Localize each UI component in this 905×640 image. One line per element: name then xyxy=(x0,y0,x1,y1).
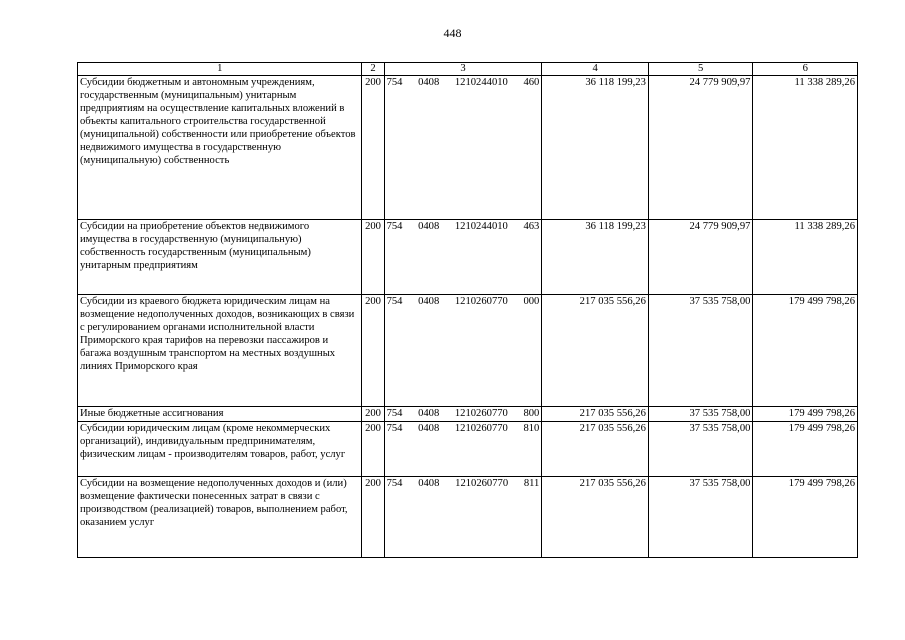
row-name: Субсидии юридическим лицам (кроме некоммерческих организаций), индивидуальным предпринимателям, физическим лицам - производителям товаров, работ, услуг xyxy=(78,422,362,477)
section-code: 0408 xyxy=(418,408,440,419)
row-name: Субсидии из краевого бюджета юридическим лицам на возмещение недополученных доходов, возникающих в связи с регулированием органами исполнительной власти Приморского края тарифов на перевозки пассажиров и багажа воздушным транспортом на местных воздушных линиях Приморского края xyxy=(78,295,362,407)
section-code: 0408 xyxy=(418,423,440,434)
row-code xyxy=(384,407,542,422)
amount-col6: 11 338 289,26 xyxy=(753,220,858,295)
row-col2: 200 xyxy=(362,477,384,558)
table-row xyxy=(78,220,858,295)
table-row xyxy=(78,407,858,422)
amount-col6: 179 499 798,26 xyxy=(753,407,858,422)
ministry-code: 754 xyxy=(386,77,403,88)
column-header: 1 xyxy=(78,63,362,76)
vr-code: 810 xyxy=(523,423,540,434)
vr-code: 463 xyxy=(523,221,540,232)
row-name-cell xyxy=(78,220,362,295)
ministry-code: 754 xyxy=(386,423,403,434)
row-name: Субсидии на приобретение объектов недвижимого имущества в государственную (муниципальную) собственность государственным (муниципальным) унитарным предприятиям xyxy=(80,221,311,271)
target-code: 1210260770 xyxy=(454,423,508,434)
row-col2: 200 xyxy=(362,422,384,477)
row-name: Субсидии бюджетным и автономным учреждениям, государственным (муниципальным) унитарным предприятиям на осуществление капитальных вложений в объекты капитального строительства государственной (муниципальной) собственности или приобретение объектов недвижимого имущества в государственную (муниципальную) собственность xyxy=(78,76,362,220)
vr-code: 460 xyxy=(523,77,540,88)
budget-table xyxy=(77,62,858,558)
row-col2: 200 xyxy=(362,76,384,220)
amount-col5: 37 535 758,00 xyxy=(648,477,753,558)
amount-col5: 37 535 758,00 xyxy=(648,422,753,477)
target-code: 1210260770 xyxy=(455,478,509,489)
amount-col5: 37 535 758,00 xyxy=(648,295,753,407)
table-row xyxy=(78,295,858,407)
target-code: 1210260770 xyxy=(454,296,508,307)
ministry-code: 754 xyxy=(386,221,403,232)
amount-col4: 217 035 556,26 xyxy=(542,477,649,558)
vr-code: 000 xyxy=(523,296,540,307)
target-code: 1210244010 xyxy=(454,221,508,232)
row-col2: 200 xyxy=(362,295,384,407)
column-header: 6 xyxy=(753,63,858,76)
target-code: 1210260770 xyxy=(454,408,508,419)
ministry-code: 754 xyxy=(386,296,403,307)
row-name: Иные бюджетные ассигнования xyxy=(78,407,362,422)
column-header: 3 xyxy=(384,63,542,76)
amount-col6: 179 499 798,26 xyxy=(753,477,858,558)
amount-col5: 24 779 909,97 xyxy=(648,220,753,295)
amount-col6: 179 499 798,26 xyxy=(753,295,858,407)
header-row xyxy=(78,63,858,76)
row-col2: 200 xyxy=(362,407,384,422)
row-code xyxy=(384,477,542,558)
column-header: 4 xyxy=(542,63,649,76)
vr-code: 811 xyxy=(523,478,540,489)
amount-col4: 36 118 199,23 xyxy=(542,220,649,295)
amount-col4: 36 118 199,23 xyxy=(542,76,649,220)
section-code: 0408 xyxy=(418,296,440,307)
row-code xyxy=(384,220,542,295)
row-name: Субсидии на возмещение недополученных доходов и (или) возмещение фактически понесенных затрат в связи с производством (реализацией) товаров, выполнением работ, оказанием услуг xyxy=(78,477,362,558)
amount-col6: 179 499 798,26 xyxy=(753,422,858,477)
amount-col4: 217 035 556,26 xyxy=(542,422,649,477)
ministry-code: 754 xyxy=(386,478,403,489)
vr-code: 800 xyxy=(523,408,540,419)
column-header: 5 xyxy=(648,63,753,76)
amount-col4: 217 035 556,26 xyxy=(542,407,649,422)
ministry-code: 754 xyxy=(386,408,403,419)
target-code: 1210244010 xyxy=(454,77,508,88)
column-header: 2 xyxy=(362,63,384,76)
amount-col5: 37 535 758,00 xyxy=(648,407,753,422)
row-code xyxy=(384,76,542,220)
table-row xyxy=(78,477,858,558)
amount-col4: 217 035 556,26 xyxy=(542,295,649,407)
amount-col5: 24 779 909,97 xyxy=(648,76,753,220)
section-code: 0408 xyxy=(418,221,440,232)
page-number: 448 xyxy=(443,26,462,40)
section-code: 0408 xyxy=(418,77,440,88)
row-code xyxy=(384,422,542,477)
row-code xyxy=(384,295,542,407)
section-code: 0408 xyxy=(418,478,440,489)
amount-col6: 11 338 289,26 xyxy=(753,76,858,220)
row-col2: 200 xyxy=(362,220,384,295)
table-row xyxy=(78,76,858,220)
table-row xyxy=(78,422,858,477)
